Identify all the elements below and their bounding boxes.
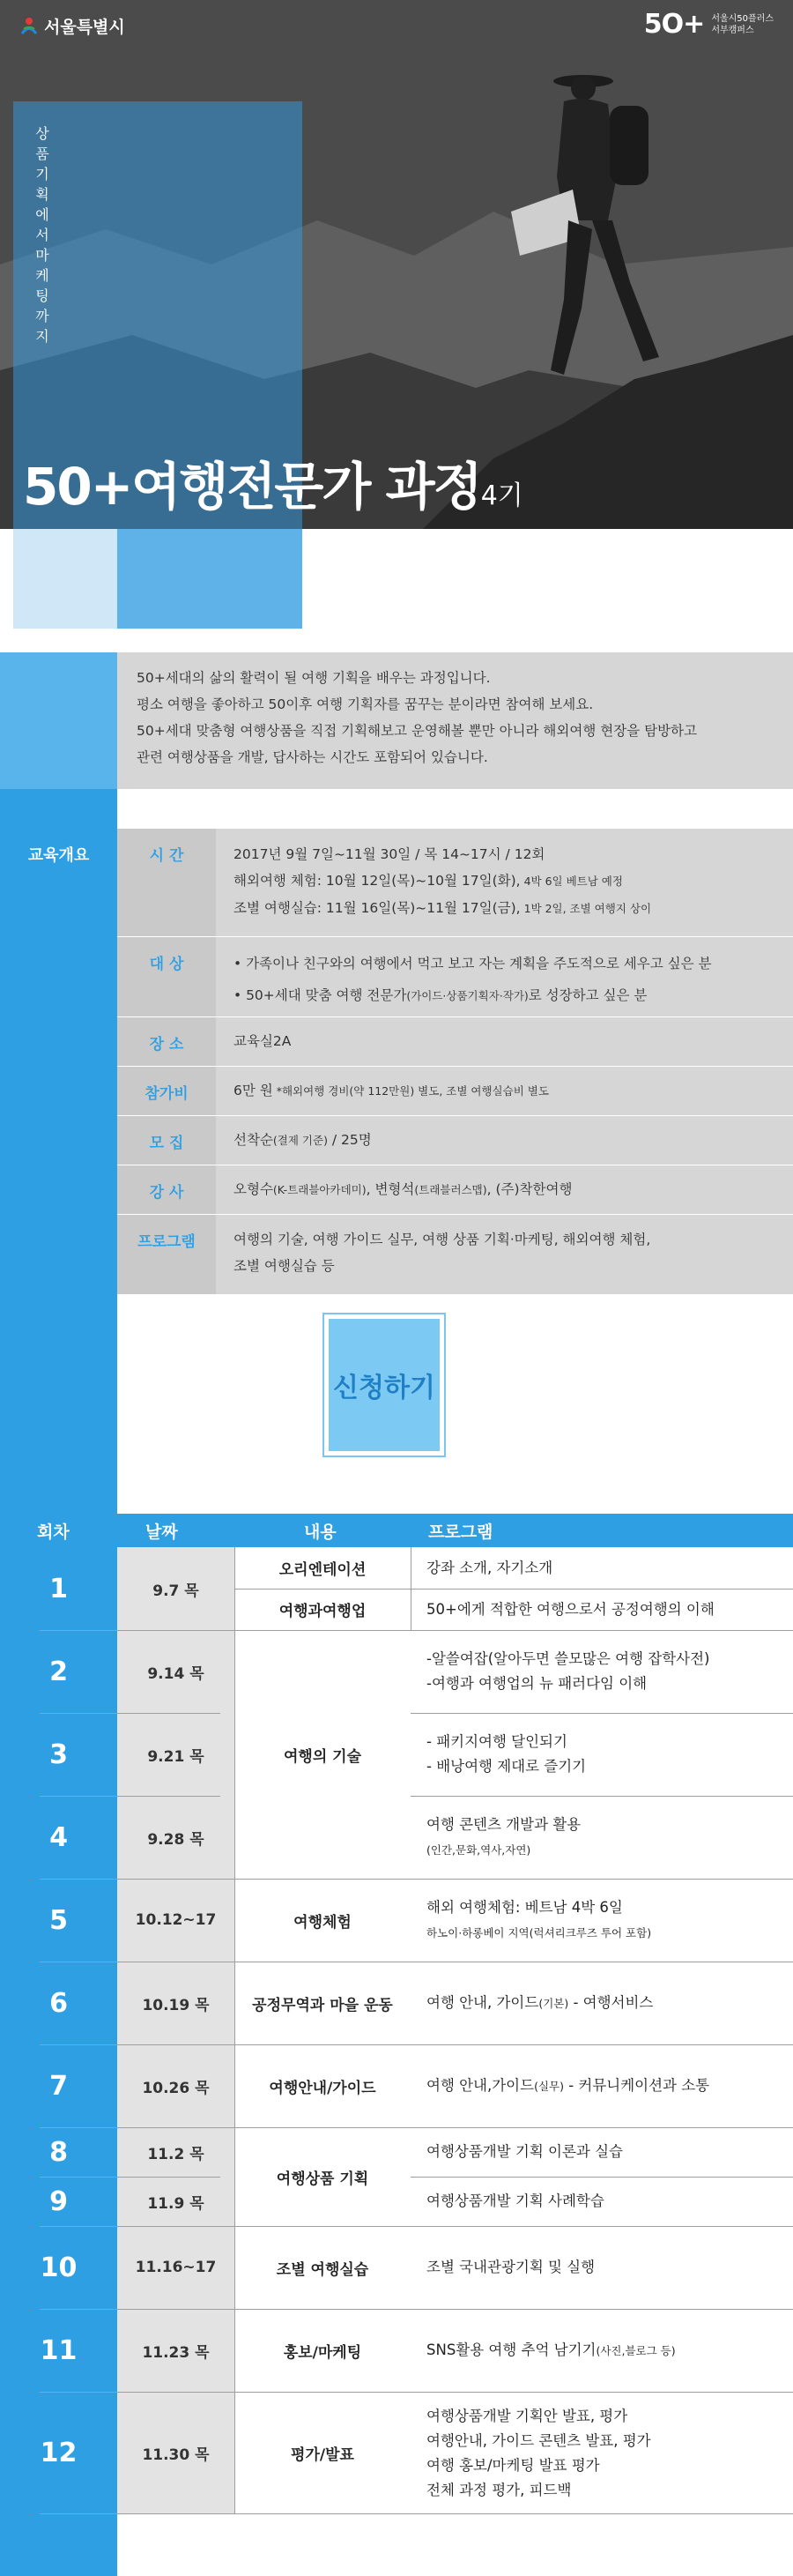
row-divider	[40, 1713, 220, 1714]
apply-button-label[interactable]: 신청하기	[329, 1319, 440, 1451]
program-cell: 조별 국내관광기획 및 실행	[426, 2259, 596, 2275]
overview-key: 시 간	[117, 829, 216, 936]
brand-name: 서울특별시	[44, 18, 125, 37]
date-cell: 11.23 목	[117, 2309, 234, 2392]
overview-key: 참가비	[117, 1067, 216, 1115]
overview-key: 프로그램	[117, 1215, 216, 1294]
overview-label: 교육개요	[27, 846, 90, 865]
session-number: 6	[49, 1987, 68, 2019]
date-cell: 9.7 목	[117, 1547, 234, 1630]
date-cell: 10.12~17	[117, 1879, 234, 1962]
row-divider	[40, 2127, 793, 2128]
row-divider	[40, 2513, 793, 2514]
seoul-logo[interactable]	[19, 14, 125, 38]
fifty-plus-mark: 5O+	[643, 9, 705, 40]
session-number: 8	[49, 2136, 68, 2168]
overview-key: 강 사	[117, 1165, 216, 1214]
date-cell: 11.30 목	[117, 2392, 234, 2514]
content-cell: 여행상품 기획	[276, 2170, 369, 2188]
row-divider	[40, 1630, 793, 1631]
overview-key: 장 소	[117, 1017, 216, 1066]
session-number: 3	[49, 1738, 68, 1770]
row-divider	[40, 1879, 793, 1880]
row-divider	[40, 2177, 220, 2178]
program-cell: 여행상품개발 기획안 발표, 평가 여행안내, 가이드 콘텐츠 발표, 평가 여행 홍보/마케팅 발표 평가 전체 과정 평가, 피드백	[426, 2407, 651, 2498]
schedule-table	[0, 1547, 793, 2514]
date-cell: 10.19 목	[117, 1962, 234, 2044]
content-cell: 여행체험	[293, 1913, 352, 1932]
program-cell: SNS활용 여행 추억 남기기(사진,블로그 등)	[426, 2341, 676, 2358]
decor-light-square	[13, 529, 117, 629]
session-number: 11	[40, 2334, 78, 2366]
row-divider	[234, 1589, 793, 1590]
row-divider	[411, 2177, 793, 2178]
session-number: 4	[49, 1821, 68, 1853]
left-stripe-intro	[0, 652, 117, 789]
date-cell: 11.9 목	[117, 2177, 234, 2226]
overview-row-place: 장 소 교육실2A	[117, 1017, 793, 1067]
overview-row-fee: 참가비 6만 원 *해외여행 경비(약 112만원) 별도, 조별 여행실습비 별도	[117, 1067, 793, 1116]
intro-line: 평소 여행을 좋아하고 50이후 여행 기획자를 꿈꾸는 분이라면 참여해 보세요.	[137, 696, 594, 712]
column-divider	[234, 1547, 235, 2514]
generation-label: 4기	[480, 480, 523, 511]
content-cell: 오리엔테이션	[278, 1561, 367, 1579]
row-divider	[40, 2392, 793, 2393]
seoul-mark-icon	[19, 17, 39, 36]
intro-line: 관련 여행상품을 개발, 답사하는 시간도 포함되어 있습니다.	[137, 749, 488, 765]
program-cell: 여행 안내,가이드(실무) - 커뮤니케이션과 소통	[426, 2076, 710, 2094]
session-number: 5	[49, 1904, 68, 1936]
row-divider	[40, 2044, 793, 2045]
row-divider	[411, 1796, 793, 1797]
overview-row-target: 대 상 • 가족이나 친구와의 여행에서 먹고 보고 자는 계획을 주도적으로 세우고 싶은 분 • 50+세대 맞춤 여행 전문가(가이드·상품기획자·작가)로 성장하고 싶은 분	[117, 937, 793, 1017]
date-cell: 9.28 목	[117, 1796, 234, 1879]
content-cell: 여행과여행업	[278, 1603, 367, 1620]
decor-blue-square	[117, 529, 302, 629]
session-number: 12	[40, 2438, 78, 2468]
session-number: 10	[40, 2252, 78, 2283]
apply-button[interactable]	[322, 1313, 446, 1457]
date-cell: 9.14 목	[117, 1630, 234, 1713]
content-cell: 공정무역과 마을 운동	[252, 1996, 393, 2014]
content-cell: 평가/발표	[291, 2446, 354, 2464]
row-divider	[40, 1796, 220, 1797]
overview-row-recruit: 모 집 선착순(결제 기준) / 25명	[117, 1116, 793, 1165]
overview-key: 모 집	[117, 1116, 216, 1165]
header-date: 날짜	[145, 1523, 178, 1542]
program-cell: 여행상품개발 기획 이론과 실습	[426, 2143, 623, 2160]
campus-name: 서울시50플러스 서부캠퍼스	[711, 13, 774, 35]
program-cell: -알쓸여잡(알아두면 쓸모많은 여행 잡학사전) -여행과 여행업의 뉴 패러다임 이해	[426, 1650, 710, 1692]
program-cell: 여행상품개발 기획 사례학습	[426, 2193, 604, 2209]
program-cell: 해외 여행체험: 베트남 4박 6일 하노이·하롱베이 지역(럭셔리크루즈 투어 포함)	[426, 1898, 652, 1939]
session-number: 7	[49, 2070, 68, 2102]
date-cell: 11.2 목	[117, 2127, 234, 2177]
session-number: 1	[49, 1573, 68, 1604]
overview-row-program: 프로그램 여행의 기술, 여행 가이드 실무, 여행 상품 기획·마케팅, 해외여행 체험, 조별 여행실습 등	[117, 1215, 793, 1294]
campus-logo[interactable]	[644, 9, 774, 40]
date-cell: 10.26 목	[117, 2044, 234, 2127]
intro-line: 50+세대의 삶의 활력이 될 여행 기획을 배우는 과정입니다.	[137, 670, 491, 686]
header-content: 내용	[304, 1523, 337, 1542]
program-cell: 강좌 소개, 자기소개	[426, 1559, 553, 1576]
session-number: 9	[49, 2185, 68, 2217]
intro-panel	[117, 652, 793, 789]
overview-table	[117, 829, 793, 1294]
content-cell: 여행의 기술	[283, 1747, 362, 1766]
overview-row-time: 시 간 2017년 9월 7일~11월 30일 / 목 14~17시 / 12회 해외여행 체험: 10월 12일(목)~10월 17일(화), 4박 6일 베트남 예정 조별 여행실습: 11월 16일(목)~11월 17일(금), 1박 2일, 조별 여행지 상이	[117, 829, 793, 937]
intro-line: 50+세대 맞춤형 여행상품을 직접 기획해보고 운영해볼 뿐만 아니라 해외여행 현장을 탐방하고	[137, 723, 697, 739]
row-divider	[40, 2226, 793, 2227]
content-cell: 여행안내/가이드	[269, 2079, 376, 2097]
date-cell: 9.21 목	[117, 1713, 234, 1796]
header-session: 회차	[37, 1523, 70, 1542]
content-cell: 홍보/마케팅	[283, 2343, 362, 2362]
program-cell: - 패키지여행 달인되기 - 배낭여행 제대로 즐기기	[426, 1733, 587, 1775]
schedule-header	[0, 1514, 793, 1547]
overview-key: 대 상	[117, 937, 216, 1016]
page-title: 50+여행전문가 과정4기	[23, 457, 523, 517]
date-cell: 11.16~17	[117, 2226, 234, 2309]
program-cell: 50+에게 적합한 여행으로서 공정여행의 이해	[426, 1600, 715, 1618]
content-cell: 조별 여행실습	[276, 2260, 369, 2279]
session-number: 2	[49, 1656, 68, 1687]
hero-vertical-subtitle: 상품 기획에서 마케팅까지	[35, 125, 49, 345]
row-divider	[40, 2309, 793, 2310]
header-program: 프로그램	[428, 1523, 493, 1542]
program-cell: 여행 안내, 가이드(기본) - 여행서비스	[426, 1993, 654, 2011]
overview-row-lecturer: 강 사 오형수(K-트래블아카데미), 변형석(트래블러스맵), (주)착한여행	[117, 1165, 793, 1215]
row-divider	[411, 1713, 793, 1714]
program-cell: 여행 콘텐츠 개발과 활용 (인간,문화,역사,자연)	[426, 1815, 582, 1857]
